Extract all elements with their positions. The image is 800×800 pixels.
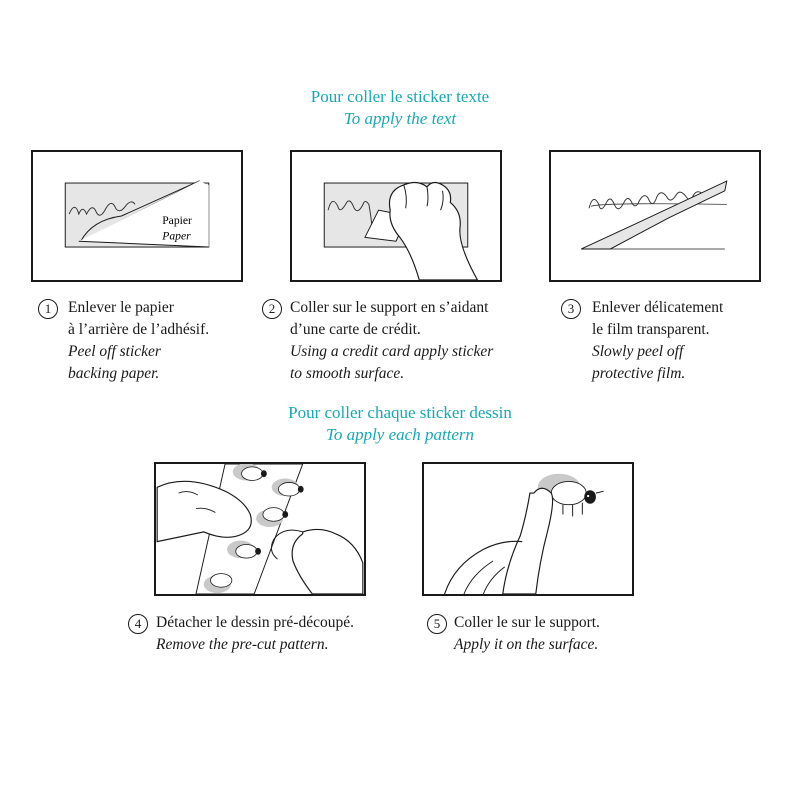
step-5-fr-line-1: Coller le sur le support.: [454, 614, 600, 631]
panel-detach-pattern: [154, 462, 366, 596]
step-3-en-line-1: Slowly peel off: [592, 343, 684, 360]
step-2-en-line-2: to smooth surface.: [290, 365, 405, 382]
paper-label-en: Paper: [162, 229, 191, 243]
panel-apply-card: [290, 150, 502, 282]
step-1-en-line-1: Peel off sticker: [68, 343, 161, 360]
step-3-en-line-2: protective film.: [592, 365, 686, 382]
step-1-number: 1: [38, 299, 58, 319]
step-3-number: 3: [561, 299, 581, 319]
step-4-number: 4: [128, 614, 148, 634]
paper-label-fr: Papier: [162, 213, 192, 227]
section-text-title-fr: Pour coller le sticker texte: [310, 87, 490, 106]
detach-pattern-illustration: [156, 464, 364, 594]
step-4-en-line-1: Remove the pre-cut pattern.: [156, 636, 329, 653]
step-2-en-line-1: Using a credit card apply sticker: [290, 343, 494, 360]
panel-peel-film: [549, 150, 761, 282]
step-2-fr-line-1: Coller sur le support en s’aidant: [290, 299, 489, 316]
section-text-title-en: To apply the text: [343, 109, 457, 128]
apply-pattern-illustration: [424, 464, 632, 594]
panel-apply-pattern: [422, 462, 634, 596]
section-pattern-title-en: To apply each pattern: [325, 425, 475, 444]
section-pattern-title-fr: Pour coller chaque sticker dessin: [288, 403, 512, 422]
step-5-number: 5: [427, 614, 447, 634]
step-1-en-line-2: backing paper.: [68, 365, 160, 382]
step-3-fr-line-1: Enlever délicatement: [592, 299, 724, 316]
step-5-en-line-1: Apply it on the surface.: [454, 636, 599, 653]
section-pattern-heading: [0, 402, 800, 446]
step-1-fr-line-1: Enlever le papier: [68, 299, 174, 316]
peel-backing-illustration: [33, 152, 241, 280]
section-text-heading: [0, 86, 800, 130]
step-2-fr-line-2: d’une carte de crédit.: [290, 321, 421, 338]
panel-peel-backing: [31, 150, 243, 282]
step-3-fr-line-2: le film transparent.: [592, 321, 710, 338]
apply-card-illustration: [292, 152, 500, 280]
step-2-number: 2: [262, 299, 282, 319]
peel-film-illustration: [551, 152, 759, 280]
step-4-fr-line-1: Détacher le dessin pré-découpé.: [156, 614, 354, 631]
step-1-fr-line-2: à l’arrière de l’adhésif.: [68, 321, 210, 338]
